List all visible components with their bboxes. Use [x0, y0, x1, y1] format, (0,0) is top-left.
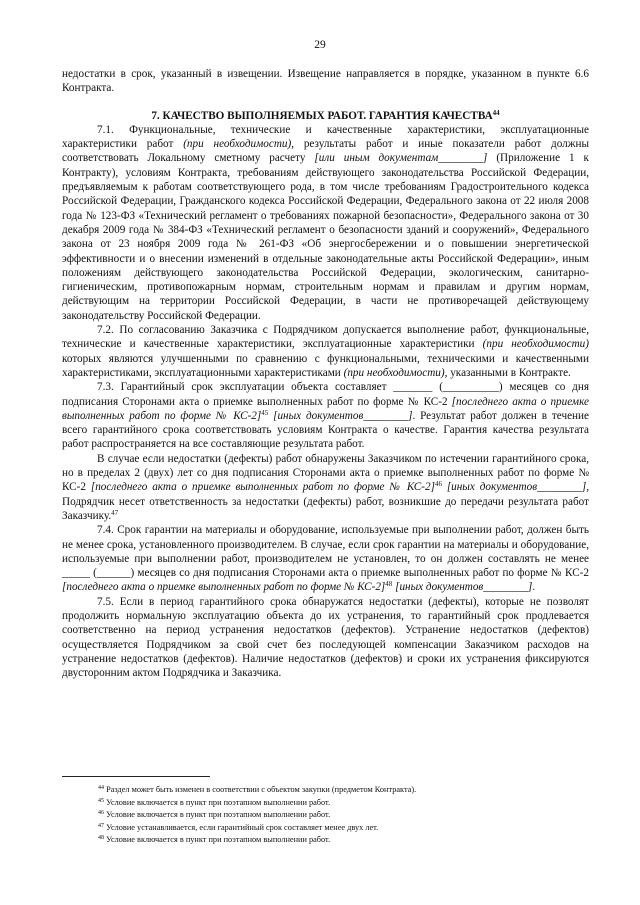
clause-7-2 [62, 323, 589, 380]
footnote-item [98, 797, 588, 810]
clause-text: которых являются улучшенными по сравнению с функциональными, техническими и качественными характеристиками, эксплуатационными характеристиками [62, 352, 589, 379]
clause-text: , результаты работ и иные показатели работ должны соответствовать Локальному сметному расчету [62, 138, 589, 165]
clause-text: (Приложение 1 к Контракту), условиям Контракта, требованиям действующего законодательства Российской Федерации, предъявляемым к работам соответствующего рода, в том числе требованиям Градостроительного кодекса Российской Федерации, Гражданского кодекса Российской Федерации, Федерального закона от 22 июля 2008 года № 123-ФЗ «Технический регламент о требованиях пожарной безопасности», Федерального закона от 30 декабря 2009 года № 384-ФЗ «Технический регламент о безопасности зданий и сооружений», Федерального закона от 23 ноября 2009 года № 261-ФЗ «Об энергосбережении и о повышении энергетической эффективности и о внесении изменений в отдельные законодательные акты Российской Федерации», иным положениям действующего законодательства Российской Федерации, экологическим, санитарно-гигиеническим, противопожарным нормам, строительным нормам и правилам и другим нормам, действующим на территории Российской Федерации, в части не противоречащей действующему законодательству Российской Федерации. [62, 152, 589, 322]
footnote-text: Условие включается в пункт при поэтапном выполнении работ. [106, 797, 331, 807]
clause-note: [последнего акта о приемке выполненных работ по форме № КС-2] [90, 481, 435, 494]
clause-text: . Результат работ должен в течение всего гарантийного срока соответствовать условиям Контракта о качестве. Гарантия качества результата работ распространяется на все составляющие результата работ. [62, 409, 589, 451]
clause-text: , Подрядчик несет ответственность за недостатки (дефекты) работ, возникшие до передачи результата работ Заказчику. [62, 481, 589, 522]
footnote-text: Условие включается в пункт при поэтапном выполнении работ. [106, 835, 331, 845]
clause-7-3-defects [62, 452, 589, 523]
clause-note: [иных документов________] [441, 481, 587, 494]
clause-text: , указанными в Контракте. [444, 366, 571, 379]
clause-text: 7.4. Срок гарантии на материалы и оборудование, используемые при выполнении работ, должен быть не менее срока, установленного производителем. В случае, если срок гарантии на материалы и оборудование, используемые при выполнении работ, производителем не установлен, то он должен составлять не менее _____ (______) месяцев со дня подписания Сторонами акта о приемке выполненных работ по форме № КС-2 [62, 524, 589, 580]
section-heading-text: 7. КАЧЕСТВО ВЫПОЛНЯЕМЫХ РАБОТ. ГАРАНТИЯ КАЧЕСТВА [151, 109, 493, 122]
footnotes [98, 784, 588, 847]
clause-text: 7.2. По согласованию Заказчика с Подрядчиком допускается выполнение работ, функциональные, технические и качественные характеристики, эксплуатационные характеристики [62, 324, 589, 351]
document-body [62, 67, 589, 680]
footnote-ref[interactable]: 45 [261, 408, 269, 417]
footnote-text: Условие устанавливается, если гарантийный срок составляет менее двух лет. [106, 822, 379, 832]
clause-7-5: 7.5. Если в период гарантийного срока обнаружатся недостатки (дефекты), которые не позволят продолжить нормальную эксплуатацию объекта до их устранения, то гарантийный срок продлевается соответственно на период устранения недостатков (дефектов). Устранение недостатков (дефектов) осуществляется Подрядчиком за свой счет без последующей компенсации Заказчиком расходов на устранение недостатков (дефектов). Наличие недостатков (дефектов) и сроки их устранения фиксируются двусторонним актом Подрядчика и Заказчика. [62, 595, 589, 680]
clause-7-3 [62, 380, 589, 451]
footnote-item [98, 822, 588, 835]
footnote-divider [62, 776, 210, 777]
footnote-ref[interactable]: 44 [492, 108, 500, 117]
clause-text: В случае если недостатки (дефекты) работ обнаружены Заказчиком по истечении гарантийного срока, но в пределах 2 (двух) лет со дня подписания Сторонами акта о приемке выполненных работ по форме № КС-2 [62, 452, 589, 494]
intro-paragraph: недостатки в срок, указанный в извещении. Извещение направляется в порядке, указанном в пункте 6.6 Контракта. [62, 68, 589, 95]
footnote-number: 48 [98, 835, 104, 842]
clause-note: (при необходимости) [343, 366, 445, 379]
footnote-number: 45 [98, 797, 104, 804]
clause-note: (при необходимости) [482, 338, 589, 351]
section-heading [62, 109, 589, 123]
footnote-text: Условие включается в пункт при поэтапном выполнении работ. [106, 810, 331, 820]
clause-text: . [532, 581, 536, 594]
clause-text: 7.1. Функциональные, технические и качественные характеристики, эксплуатационные характеристики работ [62, 123, 589, 151]
footnote-ref[interactable]: 48 [385, 580, 393, 589]
clause-7-1 [62, 123, 589, 323]
footnote-ref[interactable]: 46 [434, 480, 442, 489]
footnote-number: 44 [98, 785, 104, 791]
clause-note: (при необходимости) [183, 138, 292, 151]
footnote-item [98, 809, 588, 822]
clause-note: [последнего акта о приемке выполненных работ по форме № КС-2] [62, 581, 386, 594]
clause-note: [или иным документам________] [314, 152, 488, 165]
clause-note: [иных документов________] [268, 409, 413, 422]
footnote-ref[interactable]: 47 [111, 508, 119, 517]
page-number: 29 [314, 39, 326, 51]
footnote-item [98, 834, 588, 847]
clause-note: [иных документов________] [392, 581, 533, 594]
footnote-text: Раздел может быть изменен в соответствии с объектом закупки (предметом Контракта). [106, 785, 417, 794]
clause-7-4 [62, 523, 589, 594]
footnote-number: 47 [98, 822, 104, 829]
clause-text: 7.3. Гарантийный срок эксплуатации объекта составляет _______ (__________) месяцев со дня подписания Сторонами акта о приемке выполненных работ по форме № КС-2 [62, 381, 589, 408]
footnote-item [98, 784, 588, 797]
footnote-number: 46 [98, 810, 104, 817]
clause-note: [последнего акта о приемке выполненных работ по форме № КС-2] [62, 395, 589, 422]
